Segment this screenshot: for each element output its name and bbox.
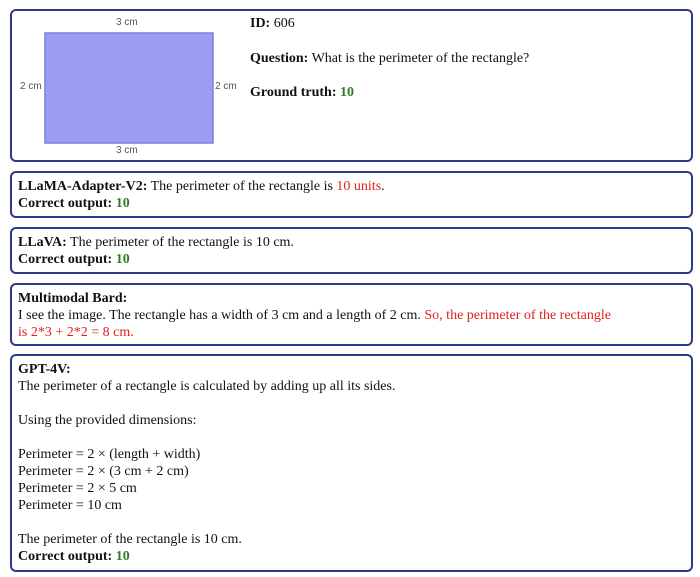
bard-response-line-1 [18, 307, 691, 324]
gpt4v-model-name: GPT-4V: [18, 362, 71, 377]
left-dimension-label: 2 cm [20, 81, 42, 92]
ground-truth-line [250, 84, 354, 101]
gpt4v-equation-4: Perimeter = 10 cm [18, 498, 122, 513]
llava-correct-line [18, 251, 691, 268]
id-line [250, 15, 295, 32]
right-dimension-label: 2 cm [215, 81, 237, 92]
llama-correct-value: 10 [115, 196, 130, 211]
bard-wrong-reasoning-2: is 2*3 + 2*2 = 8 cm. [18, 325, 134, 340]
llama-correct-line [18, 195, 691, 212]
llava-correct-label: Correct output: [18, 252, 113, 267]
llava-panel [10, 227, 693, 274]
question-panel [10, 9, 693, 162]
llama-response-line [18, 178, 691, 195]
gpt4v-correct-label: Correct output: [18, 549, 113, 564]
id-value: 606 [273, 16, 295, 31]
question-line [250, 50, 529, 67]
llama-response-end: . [381, 179, 385, 194]
rectangle-shape [45, 33, 213, 143]
llama-correct-label: Correct output: [18, 196, 113, 211]
gpt4v-line-1: The perimeter of a rectangle is calculated by adding up all its sides. [18, 379, 396, 394]
llava-response-line [18, 234, 691, 251]
rectangle-figure [18, 15, 246, 157]
gpt4v-equation-3: Perimeter = 2 × 5 cm [18, 481, 137, 496]
llama-response-text: The perimeter of the rectangle is [150, 179, 333, 194]
ground-truth-value: 10 [339, 85, 354, 100]
llama-wrong-answer: 10 units [336, 179, 382, 194]
gpt4v-line-3: The perimeter of the rectangle is 10 cm. [18, 532, 242, 547]
bard-panel [10, 283, 693, 346]
bard-wrong-reasoning-1: So, the perimeter of the rectangle [424, 308, 611, 323]
llava-response-text: The perimeter of the rectangle is 10 cm. [70, 235, 294, 250]
llama-adapter-panel [10, 171, 693, 218]
ground-truth-label: Ground truth: [250, 85, 337, 100]
gpt4v-equation-1: Perimeter = 2 × (length + width) [18, 447, 201, 462]
rectangle-diagram [18, 15, 246, 157]
llava-correct-value: 10 [115, 252, 130, 267]
top-dimension-label: 3 cm [116, 17, 138, 28]
gpt4v-equation-2: Perimeter = 2 × (3 cm + 2 cm) [18, 464, 189, 479]
id-label: ID: [250, 16, 271, 31]
llava-model-name: LLaVA: [18, 235, 67, 250]
bottom-dimension-label: 3 cm [116, 145, 138, 156]
llama-model-name: LLaMA-Adapter-V2: [18, 179, 148, 194]
gpt4v-line-2: Using the provided dimensions: [18, 413, 197, 428]
gpt4v-correct-line [18, 548, 691, 565]
question-text: What is the perimeter of the rectangle? [311, 51, 530, 66]
question-label: Question: [250, 51, 309, 66]
gpt4v-correct-value: 10 [115, 549, 130, 564]
gpt4v-panel [10, 354, 693, 572]
bard-response-text: I see the image. The rectangle has a width of 3 cm and a length of 2 cm. [18, 308, 421, 323]
bard-model-name: Multimodal Bard: [18, 291, 128, 306]
